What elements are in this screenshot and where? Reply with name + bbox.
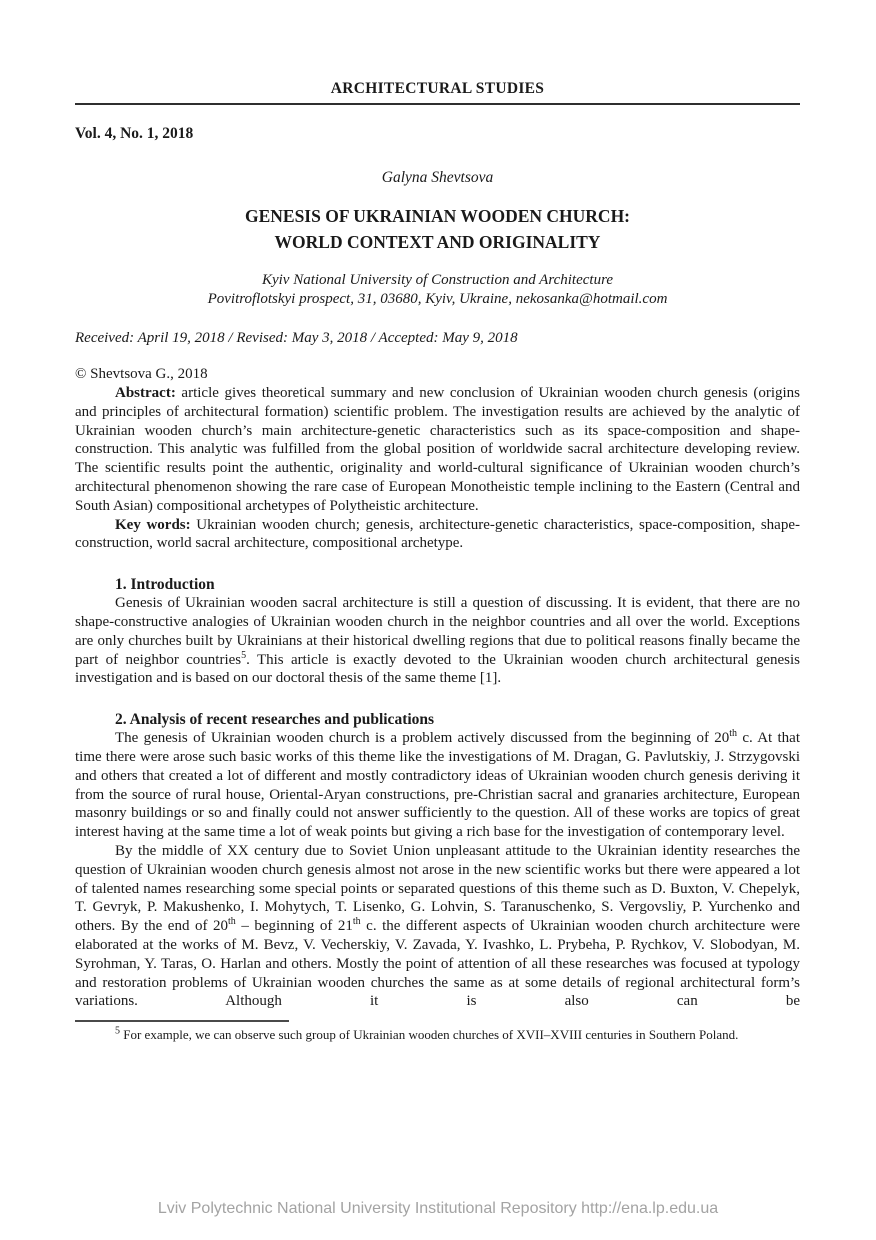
footnote-number: 5 [115,1025,120,1037]
section-1-paragraph-text-cont: . This article is exactly devoted to the Ukrainian wooden church architectural genesis investigation and is based on our doctoral thesis of the same theme [1]. [75,651,800,687]
section-1-paragraph-text: Genesis of Ukrainian wooden sacral architecture is still a question of discussing. It is evident, that there are no shape-constructive analogies of Ukrainian wooden church in the neighbor countries and all over the world. Exceptions are only churches built by Ukrainians at their historical dwelling regions that due to political reasons finally became the part of neighbor countries [75,595,800,668]
section-2-paragraph-2-text-cont1: – beginning of 21 [235,918,353,935]
abstract-paragraph [75,384,800,516]
ordinal-superscript: th [228,916,236,928]
abstract-text: article gives theoretical summary and new conclusion of Ukrainian wooden church genesis (origins and principles of architectural formation) scientific problem. The investigation results are achieved by the analytic of Ukrainian wooden church’s main architecture-genetic characteristics such as its space-composition and shape-construction. This analytic was fulfilled from the global position of worldwide sacral architecture developing review. The scientific results point the authentic, originality and world-cultural significance of Ukrainian wooden church’s architectural phenomenon showing the rare case of European Monotheistic temple inclining to the Eastern (Central and South Asian) compositional archetypes of Polytheistic architecture. [75,385,800,514]
keywords-paragraph [75,516,800,554]
keywords-text: Ukrainian wooden church; genesis, architecture-genetic characteristics, space-composition, shape-construction, world sacral architecture, compositional archetype. [75,516,800,552]
footnote-body-text: For example, we can observe such group of Ukrainian wooden churches of XVII–XVIII centuries in Southern Poland. [120,1027,739,1043]
author-name: Galyna Shevtsova [381,169,494,186]
footnote-separator-rule [75,1020,289,1022]
affiliation-block [75,271,800,309]
section-2-heading: 2. Analysis of recent researches and publications [115,711,435,729]
paper-title [75,203,800,255]
journal-name-header: ARCHITECTURAL STUDIES [75,80,800,105]
section-2-paragraph-1-text: The genesis of Ukrainian wooden church is a problem actively discussed from the beginning of 20 [115,730,730,747]
section-2-paragraph-1 [75,729,800,842]
paper-title-line2: WORLD CONTEXT AND ORIGINALITY [274,232,601,252]
received-revised-accepted-line: Received: April 19, 2018 / Revised: May 3, 2018 / Accepted: May 9, 2018 [75,330,518,346]
footnote-text [75,1026,800,1043]
footnote-block [75,1020,800,1043]
page-content [75,80,800,1043]
copyright-line: © Shevtsova G., 2018 [75,366,208,382]
affiliation-line1: Kyiv National University of Construction and Architecture [261,272,614,288]
ordinal-superscript: th [352,916,361,928]
section-2-paragraph-2-text: By the middle of XX century due to Soviet Union unpleasant attitude to the Ukrainian identity researches the question of Ukrainian wooden church genesis almost not arose in the new scientific works but there were appeared a lot of talented names researching some special points or separated questions of this theme such as D. Buxton, V. Chepelyk, T. Gevryk, P. Makushenko, I. Mohytych, T. Lisenko, G. Lohvin, S. Taranuschenko, S. Vergovsliy, P. Yurchenko and others. By the end of 20 [75,842,800,935]
section-2-paragraph-2-text-cont2: c. the different aspects of Ukrainian wooden church architecture were elaborated at the works of M. Bevz, V. Vecherskiy, V. Zavada, Y. Ivashko, L. Prybeha, P. Rychkov, V. Slobodyan, M. Syrohman, Y. Taras, O. Harlan and others. Mostly the point of attention of all these researches was focused at typology and restoration problems of Ukrainian wooden churches the same as at some details of regional architectural form’s variations. Although it is also can be [75,918,800,1010]
abstract-label: Abstract: [115,385,176,401]
section-1-paragraph [75,594,800,688]
section-1-heading: 1. Introduction [115,576,215,594]
keywords-label: Key words: [115,516,191,533]
section-2-paragraph-2 [75,842,800,1011]
section-2-paragraph-1-text-cont: c. At that time there were arose such basic works of this theme like the investigations of M. Dragan, G. Pavlutskiy, J. Strzygovski and others that created a lot of different and mostly contradictory ideas of Ukrainian wooden church genesis deriving it from the source of rural house, Oriental-Aryan constructions, pre-Christian sacral and granaries architecture, European masonry buildings or so and finally could not answer sufficiently to the question. All of these works are topics of great interest having at the same time a lot of weak points but giving a rich base for the investigation of contemporary level. [75,730,801,841]
paper-title-line1: GENESIS OF UKRAINIAN WOODEN CHURCH: [244,206,631,226]
ordinal-superscript: th [729,728,738,740]
repository-footer: Lviv Polytechnic National University Institutional Repository http://ena.lp.edu.ua [157,1200,719,1217]
footnote-reference-5: 5 [241,649,247,661]
affiliation-line2: Povitroflotskyi prospect, 31, 03680, Kyiv, Ukraine, nekosanka@hotmail.com [207,291,668,307]
volume-issue-line: Vol. 4, No. 1, 2018 [75,125,194,142]
